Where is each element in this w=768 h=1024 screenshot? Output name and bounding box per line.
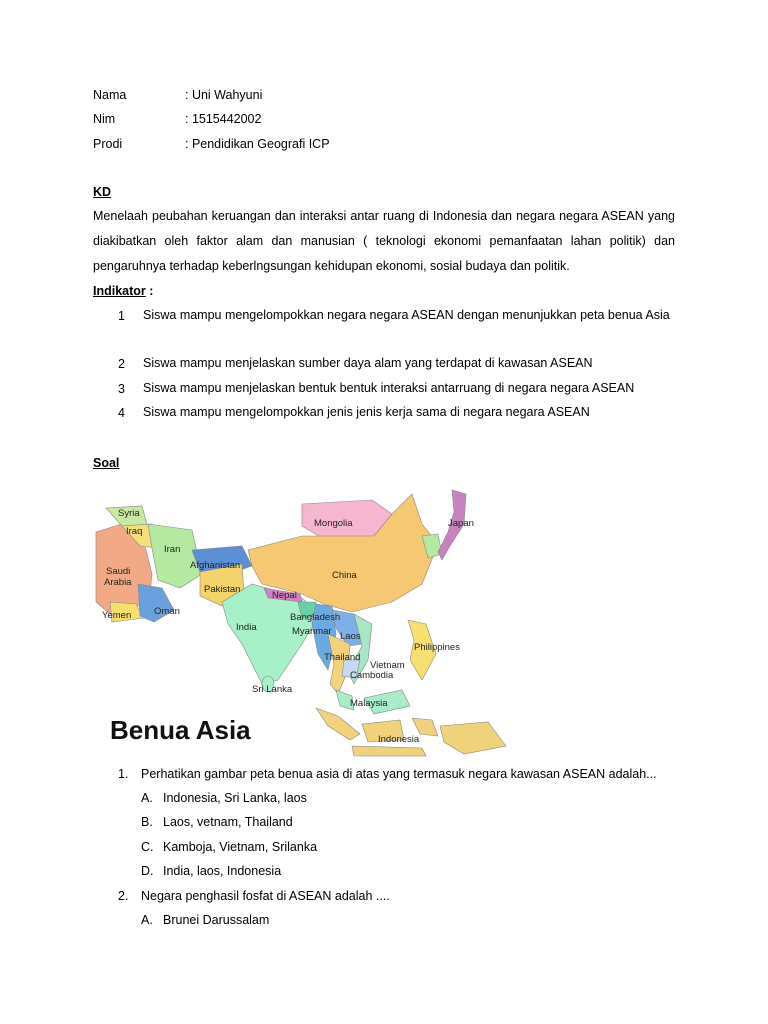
map-label-iraq: Iraq bbox=[126, 526, 143, 537]
map-indonesia bbox=[316, 708, 506, 756]
prodi-value: : Pendidikan Geografi ICP bbox=[185, 137, 330, 151]
map-label-nepal: Nepal bbox=[272, 590, 297, 601]
indikator-num-2: 2 bbox=[118, 357, 125, 371]
option-letter-1c: C. bbox=[141, 840, 154, 854]
option-text-1b: Laos, vetnam, Thailand bbox=[163, 815, 293, 829]
kd-heading: KD bbox=[93, 185, 112, 199]
map-label-philippines: Philippines bbox=[414, 642, 460, 653]
nim-value: : 1515442002 bbox=[185, 112, 262, 126]
option-text-1c: Kamboja, Vietnam, Srilanka bbox=[163, 840, 318, 854]
indikator-text-4: Siswa mampu mengelompokkan jenis jenis kerja sama di negara negara ASEAN bbox=[143, 405, 590, 419]
map-label-sri-lanka: Sri Lanka bbox=[252, 684, 293, 695]
map-label-iran: Iran bbox=[164, 544, 181, 555]
indikator-num-1: 1 bbox=[118, 309, 125, 323]
indikator-text-3: Siswa mampu menjelaskan bentuk bentuk interaksi antarruang di negara negara ASEAN bbox=[143, 381, 635, 395]
map-label-cambodia: Cambodia bbox=[350, 670, 394, 681]
map-label-thailand: Thailand bbox=[324, 652, 361, 663]
option-letter-1b: B. bbox=[141, 815, 153, 829]
map-label-syria: Syria bbox=[118, 508, 140, 519]
indikator-colon: : bbox=[145, 284, 154, 298]
map-label-oman: Oman bbox=[154, 606, 180, 617]
option-letter-2a: A. bbox=[141, 913, 153, 927]
question-text-2: Negara penghasil fosfat di ASEAN adalah .... bbox=[141, 889, 390, 903]
name-value: : Uni Wahyuni bbox=[185, 88, 263, 102]
map-label-bangladesh: Bangladesh bbox=[290, 612, 341, 623]
prodi-label: Prodi bbox=[93, 137, 123, 151]
map-label-indonesia: Indonesia bbox=[378, 734, 420, 745]
asia-map bbox=[92, 484, 522, 762]
indikator-num-4: 4 bbox=[118, 406, 125, 420]
map-label-saudi-1: Saudi bbox=[106, 566, 131, 577]
map-label-china: China bbox=[332, 570, 357, 581]
map-title: Benua Asia bbox=[110, 715, 251, 745]
map-label-myanmar: Myanmar bbox=[292, 626, 332, 637]
nim-label: Nim bbox=[93, 112, 116, 126]
map-label-japan: Japan bbox=[448, 518, 474, 529]
option-text-1d: India, laos, Indonesia bbox=[163, 864, 282, 878]
map-label-yemen: Yemen bbox=[102, 610, 132, 621]
map-label-laos: Laos bbox=[340, 631, 361, 642]
option-text-1a: Indonesia, Sri Lanka, laos bbox=[163, 791, 307, 805]
option-text-2a: Brunei Darussalam bbox=[163, 913, 270, 927]
map-label-malaysia: Malaysia bbox=[350, 698, 388, 709]
name-label: Nama bbox=[93, 88, 127, 102]
question-num-1: 1. bbox=[118, 767, 129, 781]
map-label-mongolia: Mongolia bbox=[314, 518, 353, 529]
indikator-num-3: 3 bbox=[118, 382, 125, 396]
map-label-saudi-2: Arabia bbox=[104, 577, 132, 588]
map-label-vietnam: Vietnam bbox=[370, 660, 405, 671]
indikator-text-1: Siswa mampu mengelompokkan negara negara ASEAN dengan menunjukkan peta benua Asia bbox=[143, 308, 670, 322]
question-text-1: Perhatikan gambar peta benua asia di atas yang termasuk negara kawasan ASEAN adalah... bbox=[141, 767, 657, 781]
indikator-heading-wrap bbox=[93, 284, 153, 298]
indikator-heading: Indikator bbox=[93, 284, 146, 298]
indikator-text-2: Siswa mampu menjelaskan sumber daya alam yang terdapat di kawasan ASEAN bbox=[143, 356, 593, 370]
option-letter-1a: A. bbox=[141, 791, 153, 805]
soal-heading: Soal bbox=[93, 456, 120, 470]
map-label-pakistan: Pakistan bbox=[204, 584, 241, 595]
map-label-afghanistan: Afghanistan bbox=[190, 560, 241, 571]
question-num-2: 2. bbox=[118, 889, 129, 903]
option-letter-1d: D. bbox=[141, 864, 154, 878]
map-label-india: India bbox=[236, 622, 257, 633]
kd-text: Menelaah peubahan keruangan dan interaksi antar ruang di Indonesia dan negara negara ASEAN yang diakibatkan oleh faktor alam dan manusian ( teknologi ekonomi pemanfaatan lahan politik) dan pengaruhnya terhadap keberlngsungan kehidupan ekonomi, sosial budaya dan politik. bbox=[93, 209, 675, 273]
